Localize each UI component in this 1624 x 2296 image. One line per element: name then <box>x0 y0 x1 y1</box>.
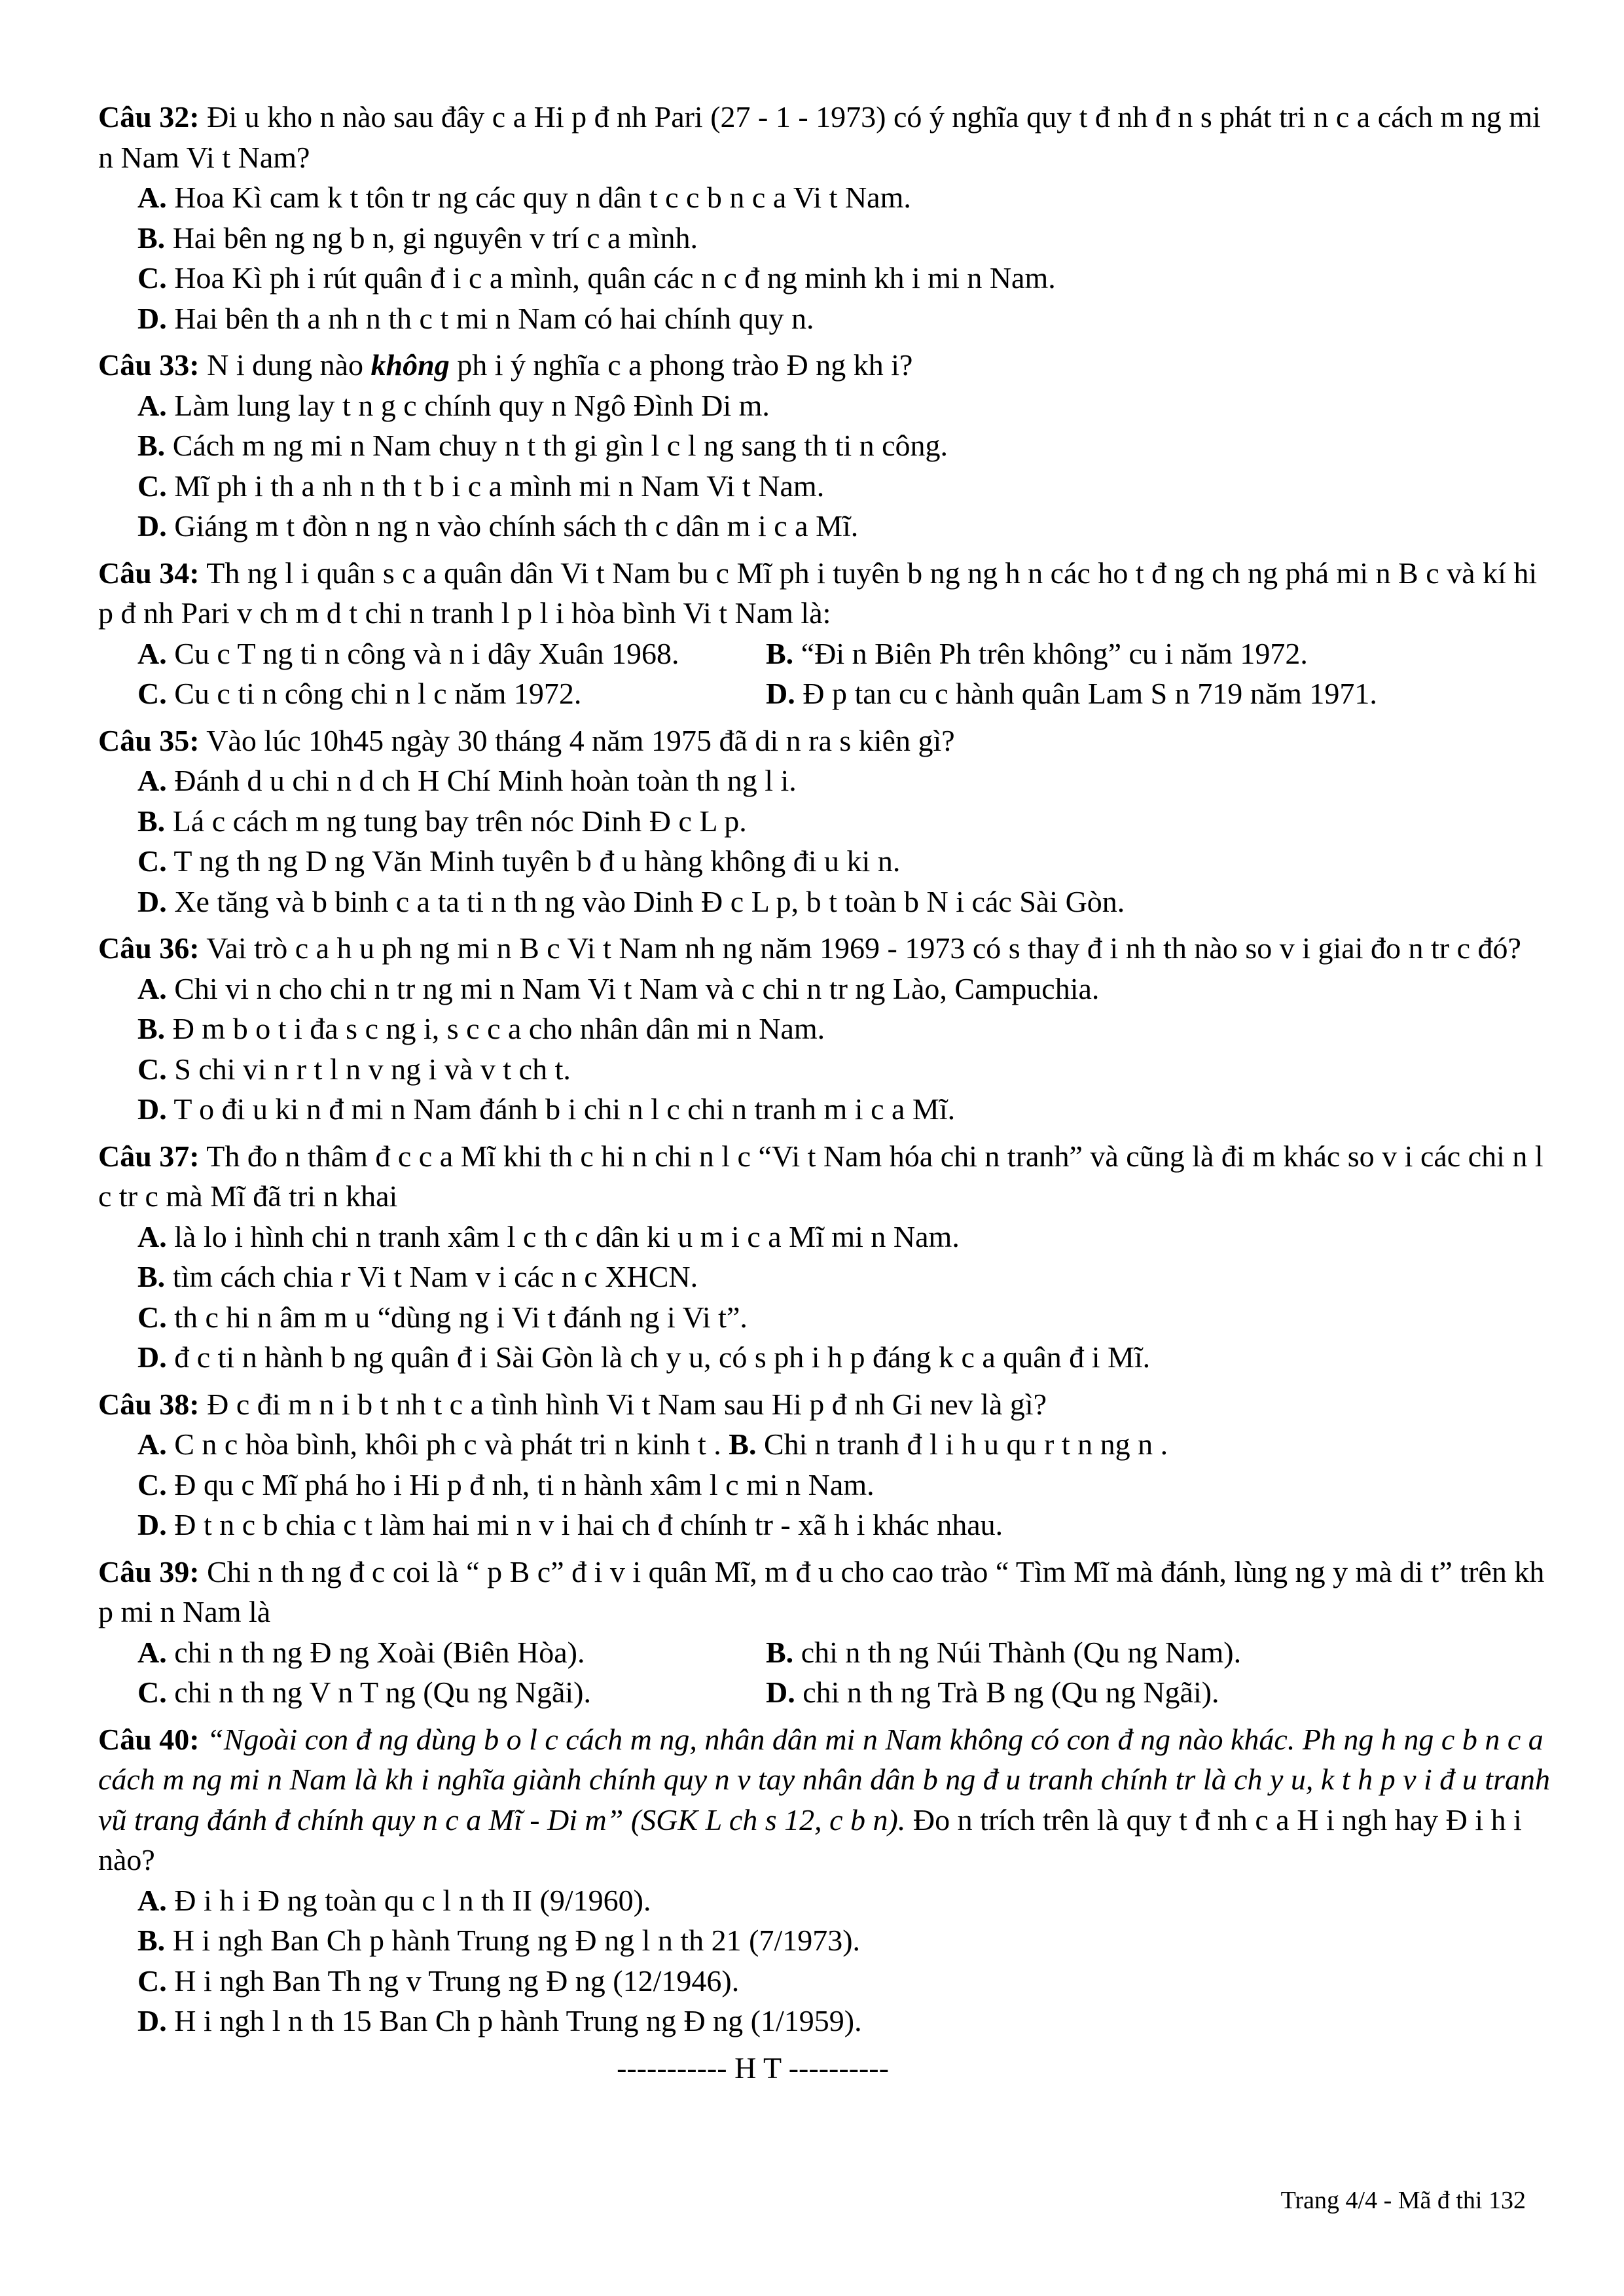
option-text: H i ngh Ban Ch p hành Trung ng Đ ng l n th 21 (7/1973). <box>172 1924 861 1957</box>
option-label: B. <box>137 221 166 255</box>
option-row <box>98 1424 1551 1465</box>
option-text: Chi vi n cho chi n tr ng mi n Nam Vi t Nam và c chi n tr ng Lào, Campuchia. <box>174 971 1100 1005</box>
option-text: Hai bên th a nh n th c t mi n Nam có hai chính quy n. <box>174 301 814 335</box>
exam-page <box>98 97 1551 2089</box>
option-text: Đ qu c Mĩ phá ho i Hi p đ nh, ti n hành xâm l c mi n Nam. <box>174 1467 875 1501</box>
question-number: Câu 32: <box>98 100 200 134</box>
option-label: C. <box>137 1676 167 1709</box>
question-stem <box>98 1719 1551 1880</box>
option-label: A. <box>137 181 167 214</box>
option-c <box>98 1961 1551 2001</box>
option-d <box>766 673 1377 714</box>
question-32 <box>98 97 1551 338</box>
option-c <box>98 1465 1551 1505</box>
option-label: A. <box>137 971 167 1005</box>
option-a <box>98 1880 1551 1921</box>
question-stem <box>98 928 1551 969</box>
option-c <box>98 1049 1551 1090</box>
option-label: D. <box>137 1340 167 1374</box>
option-label: C. <box>137 1300 167 1334</box>
option-row <box>98 673 1551 714</box>
question-text: Đo n trích trên là quy t đ nh c a H i ngh hay Đ i h i nào? <box>98 1803 1522 1876</box>
question-35 <box>98 721 1551 922</box>
option-label: D. <box>137 1508 167 1541</box>
option-text: Mĩ ph i th a nh n th t b i c a mình mi n Nam Vi t Nam. <box>174 469 825 503</box>
question-stem <box>98 1136 1551 1217</box>
option-d <box>98 1089 1551 1130</box>
question-number: Câu 37: <box>98 1139 200 1173</box>
option-label: C. <box>137 261 167 295</box>
option-text: Hai bên ng ng b n, gi nguyên v trí c a mình. <box>172 221 698 255</box>
option-text: chi n th ng Trà B ng (Qu ng Ngãi). <box>803 1676 1219 1709</box>
option-label: C. <box>137 677 167 710</box>
option-label: C. <box>137 1964 167 1998</box>
option-d <box>98 298 1551 339</box>
option-label: B. <box>137 1924 166 1957</box>
option-label: D. <box>137 1092 167 1126</box>
option-text: đ c ti n hành b ng quân đ i Sài Gòn là ch y u, có s ph i h p đáng k c a quân đ i Mĩ. <box>174 1340 1151 1374</box>
option-row <box>98 634 1551 674</box>
option-label: A. <box>137 764 167 797</box>
option-d <box>98 2001 1551 2041</box>
question-number: Câu 38: <box>98 1387 200 1421</box>
option-text: Làm lung lay t n g c chính quy n Ngô Đình Di m. <box>174 388 770 422</box>
option-label: A. <box>137 1219 167 1253</box>
option-a <box>98 761 1551 801</box>
question-stem <box>98 97 1551 177</box>
option-d <box>98 1337 1551 1378</box>
option-label: A. <box>137 636 167 670</box>
option-text: H i ngh l n th 15 Ban Ch p hành Trung ng Đ ng (1/1959). <box>174 2004 862 2037</box>
option-d <box>98 1505 1551 1545</box>
question-stem <box>98 345 1551 386</box>
option-text: chi n th ng Đ ng Xoài (Biên Hòa). <box>174 1635 585 1669</box>
question-text: Đ c đi m n i b t nh t c a tình hình Vi t Nam sau Hi p đ nh Gi nev là gì? <box>207 1387 1047 1421</box>
question-stem <box>98 721 1551 761</box>
question-number: Câu 33: <box>98 348 200 382</box>
option-text: chi n th ng V n T ng (Qu ng Ngãi). <box>174 1676 591 1709</box>
option-label: A. <box>137 1427 167 1461</box>
question-text: Chi n th ng đ c coi là “ p B c” đ i v i quân Mĩ, m đ u cho cao trào “ Tìm Mĩ mà đánh, lùng ng y mà di t” trên kh p mi n Nam là <box>98 1554 1545 1628</box>
end-marker: ----------- H T ---------- <box>617 2051 889 2085</box>
option-b <box>766 634 1308 674</box>
question-emphasis: không <box>370 348 450 382</box>
question-text: Vào lúc 10h45 ngày 30 tháng 4 năm 1975 đã di n ra s kiên gì? <box>206 723 955 757</box>
option-text: Lá c cách m ng tung bay trên nóc Dinh Đ c L p. <box>172 804 747 838</box>
option-label: D. <box>766 677 795 710</box>
question-stem <box>98 1552 1551 1632</box>
option-text: Chi n tranh đ l i h u qu r t n ng n . <box>763 1427 1168 1461</box>
option-label: C. <box>137 1467 167 1501</box>
option-text: Xe tăng và b binh c a ta ti n th ng vào Dinh Đ c L p, b t toàn b N i các Sài Gòn. <box>174 884 1125 918</box>
quoted-excerpt: “Ngoài con đ ng dùng b o l c cách m ng, nhân dân mi n Nam không có con đ ng nào khác. Ph ng h ng c b n c a cách m ng mi n Nam là kh i nghĩa giành chính quy n v tay nhân dân b ng đ u tranh chính tr là ch y u, k t h p v i đ u tranh vũ trang đánh đ chính quy n c a Mĩ - Di m” (SGK L ch s 12, c b n). <box>98 1722 1550 1837</box>
option-a <box>98 969 1551 1009</box>
option-label: B. <box>766 1635 794 1669</box>
option-c <box>98 841 1551 882</box>
question-text: N i dung nào <box>207 348 364 382</box>
option-text: Đ t n c b chia c t làm hai mi n v i hai ch đ chính tr - xã h i khác nhau. <box>174 1508 1003 1541</box>
option-label: D. <box>137 884 167 918</box>
option-text: Cu c T ng ti n công và n i dây Xuân 1968. <box>174 636 679 670</box>
option-label: C. <box>137 1052 167 1086</box>
question-33 <box>98 345 1551 547</box>
question-stem <box>98 553 1551 634</box>
question-stem <box>98 1384 1551 1425</box>
question-text: Đi u kho n nào sau đây c a Hi p đ nh Pari (27 - 1 - 1973) có ý nghĩa quy t đ nh đ n s phát tri n c a cách m ng mi n Nam Vi t Nam? <box>98 100 1541 174</box>
option-label: B. <box>766 636 794 670</box>
option-label: D. <box>766 1676 795 1709</box>
option-c <box>137 673 766 714</box>
option-text: Đ p tan cu c hành quân Lam S n 719 năm 1971. <box>803 677 1377 710</box>
option-d <box>98 882 1551 922</box>
question-39 <box>98 1552 1551 1713</box>
option-d <box>98 506 1551 547</box>
option-label: C. <box>137 844 167 878</box>
question-number: Câu 40: <box>98 1722 200 1756</box>
option-label: B. <box>137 1012 166 1045</box>
option-text: Hoa Kì cam k t tôn tr ng các quy n dân t c c b n c a Vi t Nam. <box>174 181 911 214</box>
option-c <box>98 1297 1551 1338</box>
option-label: A. <box>137 1883 167 1917</box>
option-text: th c hi n âm m u “dùng ng i Vi t đánh ng i Vi t”. <box>174 1300 748 1334</box>
option-text: Đ m b o t i đa s c ng i, s c c a cho nhân dân mi n Nam. <box>172 1012 825 1045</box>
option-row <box>98 1672 1551 1713</box>
option-a <box>98 386 1551 426</box>
option-text: S chi vi n r t l n v ng i và v t ch t. <box>174 1052 571 1086</box>
option-b <box>98 1920 1551 1961</box>
option-text: là lo i hình chi n tranh xâm l c th c dân ki u m i c a Mĩ mi n Nam. <box>174 1219 960 1253</box>
option-text: Đ i h i Đ ng toàn qu c l n th II (9/1960). <box>174 1883 651 1917</box>
option-b <box>98 1257 1551 1297</box>
option-a <box>98 1217 1551 1257</box>
option-text: T ng th ng D ng Văn Minh tuyên b đ u hàng không đi u ki n. <box>173 844 901 878</box>
option-b <box>98 425 1551 466</box>
question-text: Th đo n thâm đ c c a Mĩ khi th c hi n chi n l c “Vi t Nam hóa chi n tranh” và cũng là đi m khác so v i các chi n l c tr c mà Mĩ đã tri n khai <box>98 1139 1543 1213</box>
question-38 <box>98 1384 1551 1545</box>
option-b <box>98 801 1551 842</box>
option-text: T o đi u ki n đ mi n Nam đánh b i chi n l c chi n tranh m i c a Mĩ. <box>173 1092 956 1126</box>
question-text: ph i ý nghĩa c a phong trào Đ ng kh i? <box>457 348 913 382</box>
question-40 <box>98 1719 1551 2041</box>
option-text: H i ngh Ban Th ng v Trung ng Đ ng (12/1946). <box>174 1964 740 1998</box>
option-label: B. <box>137 804 166 838</box>
option-c <box>98 466 1551 507</box>
option-text: “Đi n Biên Ph trên không” cu i năm 1972. <box>801 636 1308 670</box>
option-b <box>766 1632 1241 1673</box>
question-number: Câu 35: <box>98 723 200 757</box>
option-label: A. <box>137 1635 167 1669</box>
option-text: Cu c ti n công chi n l c năm 1972. <box>174 677 582 710</box>
option-text: tìm cách chia r Vi t Nam v i các n c XHCN. <box>172 1260 698 1293</box>
option-d <box>766 1672 1219 1713</box>
option-label: D. <box>137 2004 167 2037</box>
option-text: C n c hòa bình, khôi ph c và phát tri n kinh t . <box>174 1427 721 1461</box>
question-36 <box>98 928 1551 1130</box>
option-row <box>98 1632 1551 1673</box>
option-c <box>137 1672 766 1713</box>
option-text: Giáng m t đòn n ng n vào chính sách th c dân m i c a Mĩ. <box>174 509 859 543</box>
option-label: B. <box>137 1260 166 1293</box>
question-text: Th ng l i quân s c a quân dân Vi t Nam bu c Mĩ ph i tuyên b ng ng h n các ho t đ ng ch ng phá mi n B c và kí hi p đ nh Pari v ch m d t chi n tranh l p l i hòa bình Vi t Nam là: <box>98 556 1538 630</box>
option-a <box>98 177 1551 218</box>
option-text: Cách m ng mi n Nam chuy n t th gi gìn l c l ng sang th ti n công. <box>172 429 948 462</box>
option-c <box>98 258 1551 298</box>
option-label: D. <box>137 301 167 335</box>
question-number: Câu 34: <box>98 556 200 590</box>
option-label: C. <box>137 469 167 503</box>
page-footer: Trang 4/4 - Mã đ thi 132 <box>1280 2187 1526 2214</box>
question-number: Câu 36: <box>98 931 200 965</box>
option-text: Đánh d u chi n d ch H Chí Minh hoàn toàn th ng l i. <box>174 764 797 797</box>
option-text: chi n th ng Núi Thành (Qu ng Nam). <box>801 1635 1242 1669</box>
option-a <box>137 634 766 674</box>
option-label: B. <box>137 429 166 462</box>
option-label: A. <box>137 388 167 422</box>
question-37 <box>98 1136 1551 1378</box>
option-b <box>98 218 1551 259</box>
option-b <box>98 1009 1551 1049</box>
option-text: Hoa Kì ph i rút quân đ i c a mình, quân các n c đ ng minh kh i mi n Nam. <box>174 261 1056 295</box>
question-number: Câu 39: <box>98 1554 200 1588</box>
option-label: D. <box>137 509 167 543</box>
option-a <box>137 1632 766 1673</box>
option-label: B. <box>729 1427 757 1461</box>
question-text: Vai trò c a h u ph ng mi n B c Vi t Nam nh ng năm 1969 - 1973 có s thay đ i nh th nào so v i giai đo n tr c đó? <box>206 931 1521 965</box>
question-34 <box>98 553 1551 714</box>
